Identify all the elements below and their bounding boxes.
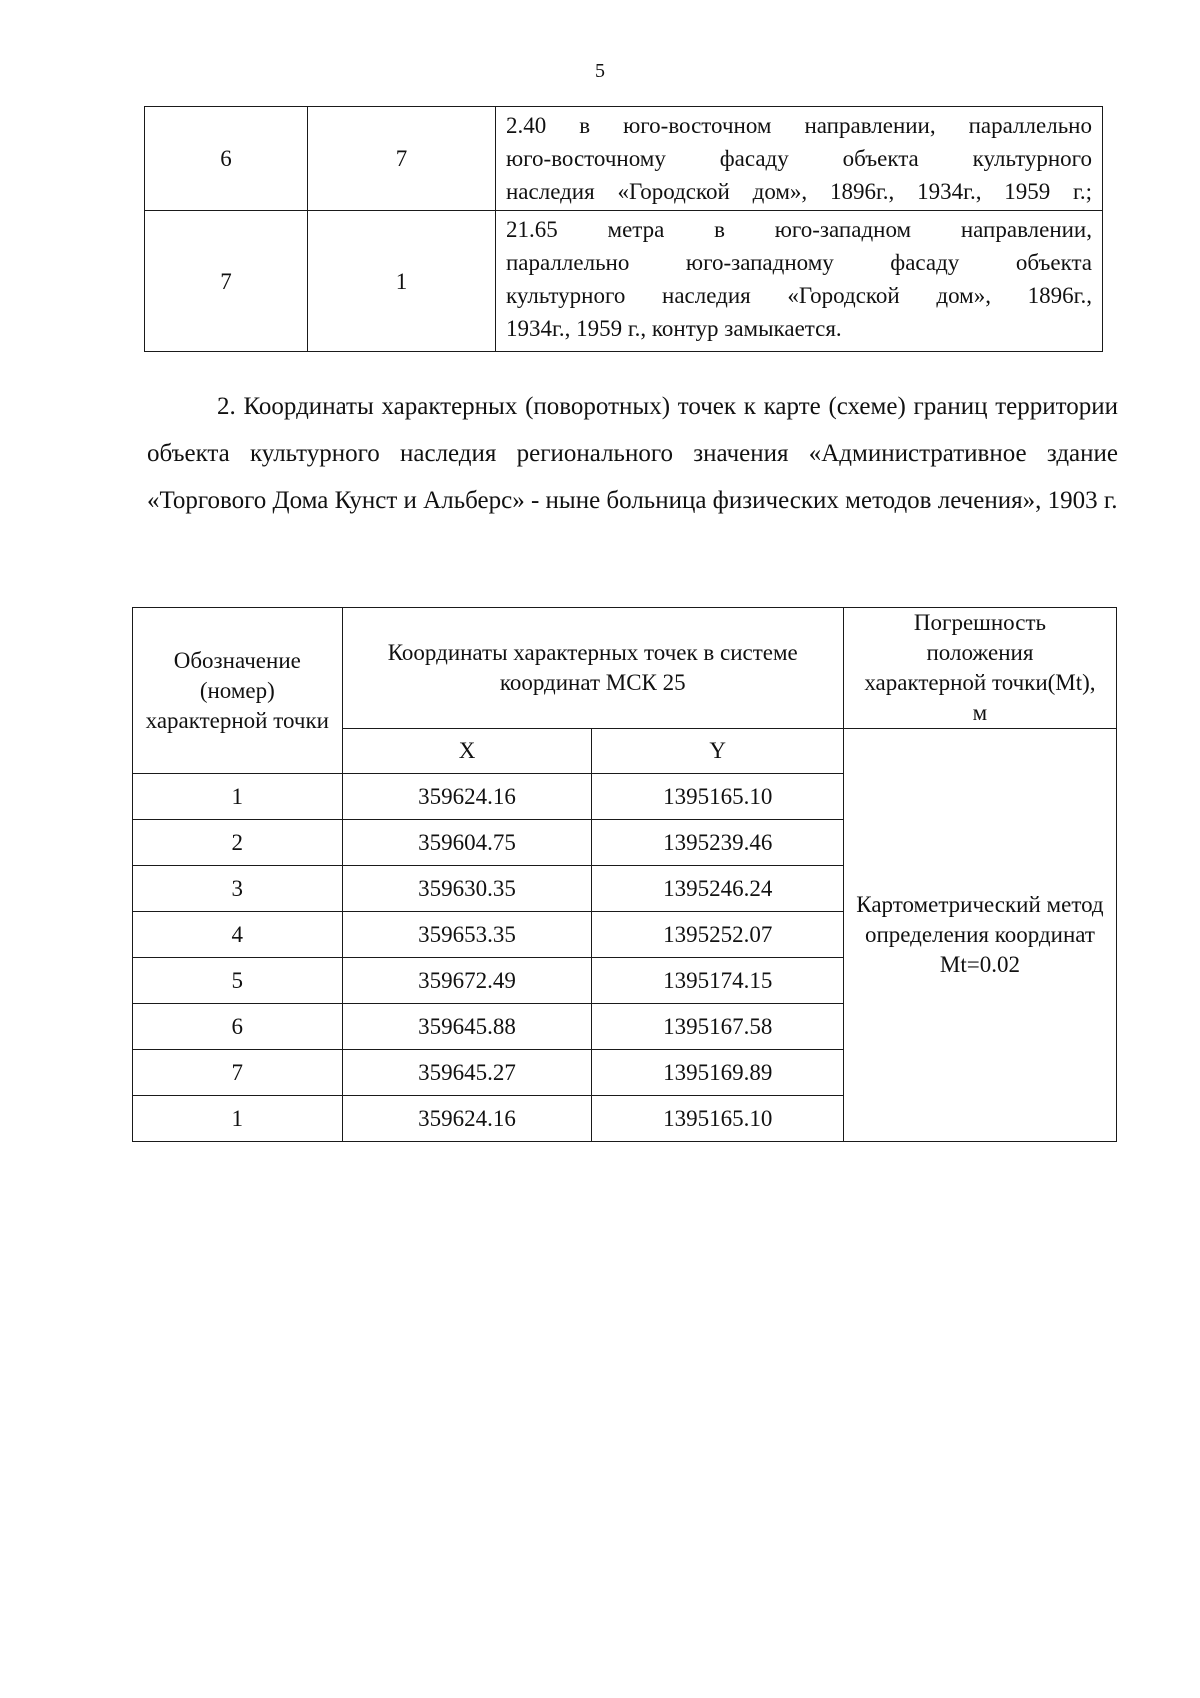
- point-x: 359624.16: [342, 774, 592, 820]
- point-x: 359645.88: [342, 1004, 592, 1050]
- page-number: 5: [595, 60, 605, 82]
- method-cell: Картометрический метод определения координат Mt=0.02: [843, 729, 1116, 1142]
- segment-description-line: параллельно юго-западному фасаду объекта: [506, 250, 1092, 275]
- point-y: 1395174.15: [592, 958, 843, 1004]
- segment-row: [145, 107, 1103, 211]
- segment-description-line: 1934г., 1959 г., контур замыкается.: [506, 316, 842, 341]
- point-x: 359624.16: [342, 1096, 592, 1142]
- coordinates-table: [132, 607, 1117, 1142]
- paragraph-text: 2. Координаты характерных (поворотных) точек к карте (схеме) границ территории объекта культурного наследия регионального значения «Административное здание «Торгового Дома Кунст и Альберс» - ныне больница физических методов лечения», 1903 г.: [147, 393, 1118, 514]
- point-y: 1395246.24: [592, 866, 843, 912]
- point-number: 6: [133, 1004, 343, 1050]
- point-number: 2: [133, 820, 343, 866]
- segment-description-line: культурного наследия «Городской дом», 1896г.,: [506, 283, 1092, 308]
- coordinates-paragraph: [147, 383, 1118, 524]
- point-y: 1395252.07: [592, 912, 843, 958]
- segment-description: [496, 211, 1103, 352]
- point-number: 4: [133, 912, 343, 958]
- point-y: 1395239.46: [592, 820, 843, 866]
- header-designation: Обозначение (номер) характерной точки: [133, 608, 343, 774]
- segment-from-point: 7: [145, 211, 308, 352]
- segment-description-line: 2.40 в юго-восточном направлении, параллельно: [506, 113, 1092, 138]
- header-error: Погрешность положения характерной точки(Mt), м: [843, 608, 1116, 729]
- coordinates-header-row: [133, 608, 1117, 729]
- point-y: 1395167.58: [592, 1004, 843, 1050]
- point-x: 359645.27: [342, 1050, 592, 1096]
- point-number: 7: [133, 1050, 343, 1096]
- segment-description: [496, 107, 1103, 211]
- header-y: Y: [592, 729, 843, 774]
- point-number: 3: [133, 866, 343, 912]
- point-x: 359604.75: [342, 820, 592, 866]
- segment-row: [145, 211, 1103, 352]
- header-coordinates: Координаты характерных точек в системе координат МСК 25: [342, 608, 843, 729]
- point-number: 5: [133, 958, 343, 1004]
- point-y: 1395165.10: [592, 774, 843, 820]
- segment-from-point: 6: [145, 107, 308, 211]
- point-y: 1395169.89: [592, 1050, 843, 1096]
- point-y: 1395165.10: [592, 1096, 843, 1142]
- segment-description-line: наследия «Городской дом», 1896г., 1934г., 1959 г.;: [506, 179, 1092, 204]
- segment-description-line: 21.65 метра в юго-западном направлении,: [506, 217, 1092, 242]
- segment-to-point: 7: [308, 107, 496, 211]
- segment-description-line: юго-восточному фасаду объекта культурного: [506, 146, 1092, 171]
- header-x: X: [342, 729, 592, 774]
- segments-table: [144, 106, 1103, 352]
- point-x: 359630.35: [342, 866, 592, 912]
- point-x: 359653.35: [342, 912, 592, 958]
- point-number: 1: [133, 1096, 343, 1142]
- point-number: 1: [133, 774, 343, 820]
- segment-to-point: 1: [308, 211, 496, 352]
- point-x: 359672.49: [342, 958, 592, 1004]
